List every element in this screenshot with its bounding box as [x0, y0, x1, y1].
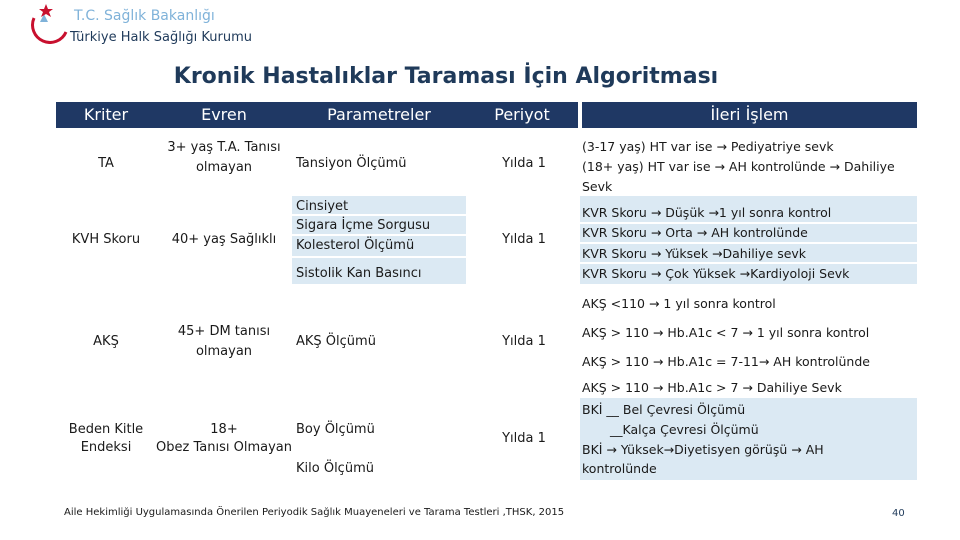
row-bki-ileri-1: BKİ __ Bel Çevresi Ölçümü: [582, 402, 746, 417]
row-kvh-param-2: Sigara İçme Sorgusu: [296, 218, 431, 233]
row-bki-evren-1: 18+: [210, 422, 238, 437]
row-ta-kriter: TA: [98, 156, 114, 171]
row-ta-ileri-2: (18+ yaş) HT var ise → AH kontrolünde → Dahiliye: [582, 159, 895, 174]
page-number: 40: [892, 508, 905, 519]
row-aks-evren-1: 45+ DM tanısı: [177, 324, 271, 339]
row-bki-ileri-2: __Kalça Çevresi Ölçümü: [610, 422, 759, 437]
row-bki-periyot: Yılda 1: [502, 431, 546, 446]
row-ta-ileri-3: Sevk: [582, 179, 613, 194]
row-kvh-kriter: KVH Skoru: [71, 232, 141, 247]
org-name: T.C. Sağlık Bakanlığı: [74, 8, 215, 24]
row-aks-kriter: AKŞ: [93, 334, 119, 349]
row-bki-param-2: Kilo Ölçümü: [296, 461, 374, 476]
row-ta-ileri-1: (3-17 yaş) HT var ise → Pediyatriye sevk: [582, 139, 834, 154]
row-ta-evren-2: olmayan: [195, 160, 253, 175]
row-kvh-periyot: Yılda 1: [502, 232, 546, 247]
row-bki-ileri-4: kontrolünde: [582, 461, 657, 476]
row-aks-evren-2: olmayan: [195, 344, 253, 359]
row-aks-ileri-3: AKŞ > 110 → Hb.A1c = 7-11→ AH kontrolünde: [582, 354, 870, 369]
row-aks-ileri-1: AKŞ <110 → 1 yıl sonra kontrol: [582, 296, 776, 311]
col-header-parametreler: Parametreler: [292, 102, 466, 128]
footer-citation: Aile Hekimliği Uygulamasında Önerilen Periyodik Sağlık Muayeneleri ve Tarama Testleri ,THSK, 2015: [64, 507, 565, 518]
row-kvh-param-4: Sistolik Kan Basıncı: [296, 266, 422, 281]
row-kvh-ileri-1: KVR Skoru → Düşük →1 yıl sonra kontrol: [582, 205, 832, 220]
cell-divider: [292, 256, 466, 258]
col-header-evren: Evren: [156, 102, 292, 128]
row-bki-param-1: Boy Ölçümü: [296, 422, 375, 437]
page-title: Kronik Hastalıklar Taraması İçin Algoritması: [173, 64, 719, 89]
org-subtitle: Türkiye Halk Sağlığı Kurumu: [70, 30, 253, 45]
row-kvh-ileri-3: KVR Skoru → Yüksek →Dahiliye sevk: [582, 246, 807, 261]
row-ta-periyot: Yılda 1: [502, 156, 546, 171]
row-aks-ileri-2: AKŞ > 110 → Hb.A1c < 7 → 1 yıl sonra kontrol: [582, 325, 870, 340]
row-bki-kriter-2: Endeksi: [80, 440, 132, 455]
row-kvh-evren: 40+ yaş Sağlıklı: [171, 232, 277, 247]
row-ta-param: Tansiyon Ölçümü: [296, 156, 407, 171]
row-kvh-ileri-2: KVR Skoru → Orta → AH kontrolünde: [582, 225, 808, 240]
ministry-logo: [26, 4, 70, 44]
row-bki-kriter-1: Beden Kitle: [68, 422, 144, 437]
row-bki-ileri-3: BKİ → Yüksek→Diyetisyen görüşü → AH: [582, 442, 824, 457]
row-bki-evren-2: Obez Tanısı Olmayan: [156, 440, 292, 455]
row-aks-param: AKŞ Ölçümü: [296, 334, 376, 349]
col-header-kriter: Kriter: [56, 102, 156, 128]
row-aks-periyot: Yılda 1: [502, 334, 546, 349]
row-aks-ileri-4: AKŞ > 110 → Hb.A1c > 7 → Dahiliye Sevk: [582, 380, 842, 395]
col-header-ileri-islem: İleri İşlem: [582, 102, 917, 128]
row-ta-evren-1: 3+ yaş T.A. Tanısı: [167, 140, 281, 155]
row-kvh-param-1: Cinsiyet: [296, 199, 349, 214]
row-kvh-ileri-4: KVR Skoru → Çok Yüksek →Kardiyoloji Sevk: [582, 266, 850, 281]
col-header-periyot: Periyot: [466, 102, 578, 128]
row-kvh-param-3: Kolesterol Ölçümü: [296, 238, 415, 253]
